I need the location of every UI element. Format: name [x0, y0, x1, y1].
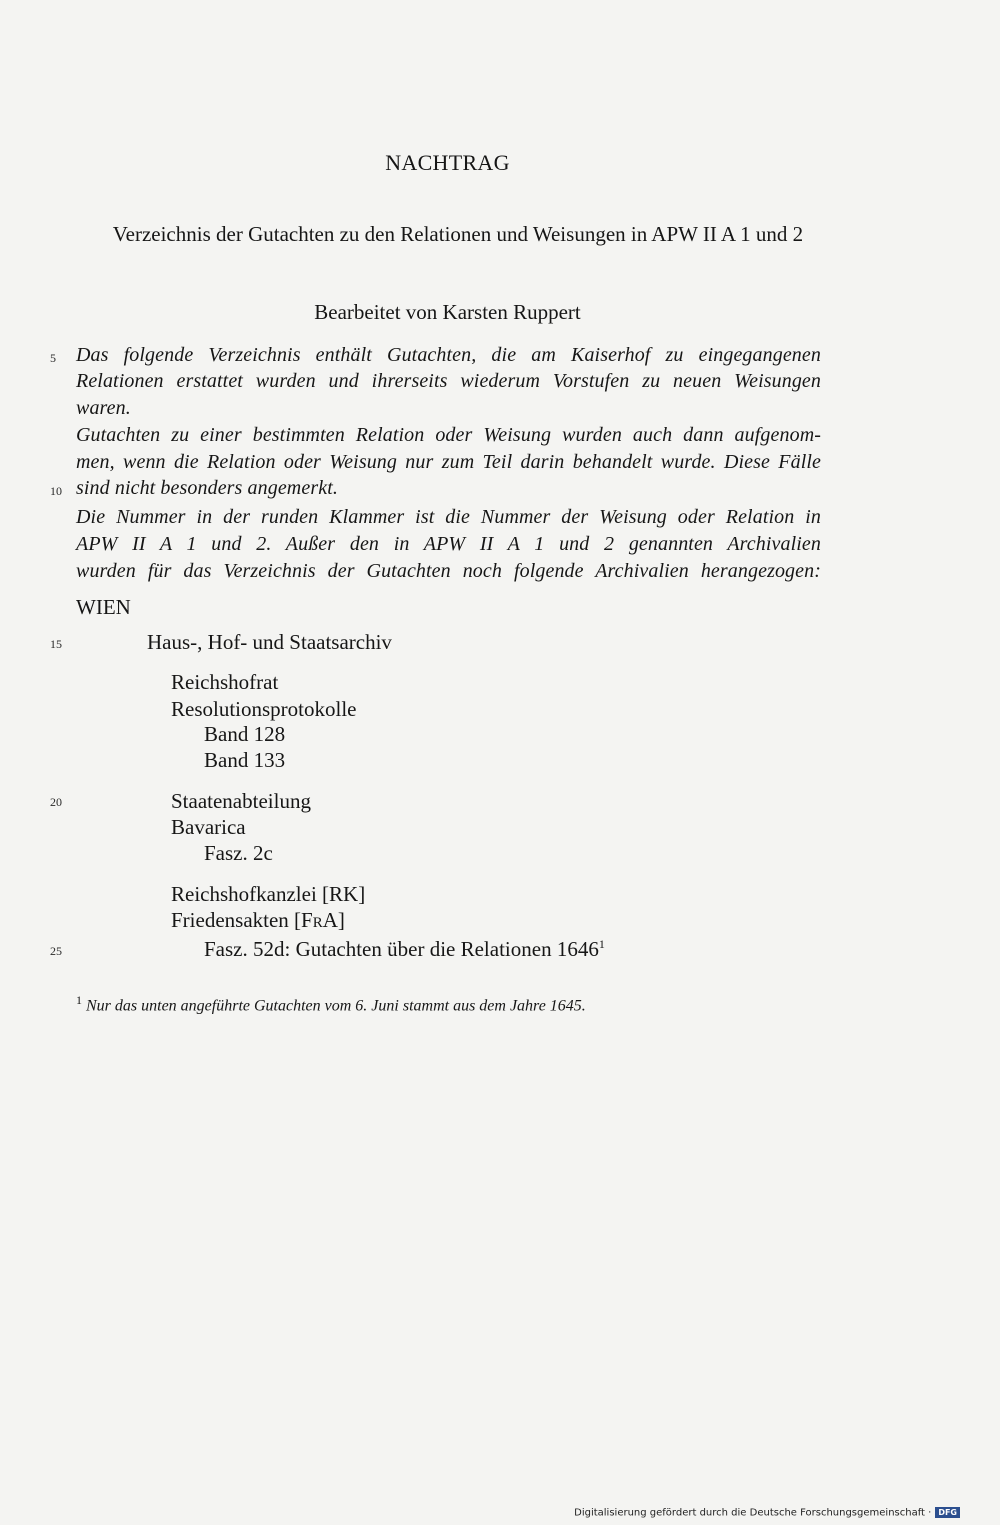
line-number-20: 20	[50, 795, 62, 809]
intro-line: waren.	[76, 397, 131, 419]
archive-item: Band 128	[204, 722, 286, 746]
line-number-15: 15	[50, 637, 62, 651]
archive-group-sub: Resolutionsprotokolle	[171, 697, 357, 721]
page-title: NACHTRAG	[385, 150, 510, 175]
footnote-mark: 1	[76, 993, 82, 1007]
intro-line: Gutachten zu einer bestimmten Relation oder Weisung wurden auch dann aufgenom-	[76, 424, 821, 446]
footnote-reference[interactable]: 1	[598, 937, 605, 951]
intro-line: Die Nummer in der runden Klammer ist die Nummer der Weisung oder Relation in	[76, 506, 821, 528]
footnote: $^1$ Nur das unten angeführte Gutachten vom 6. Juni stammt aus dem Jahre 1645.	[76, 993, 586, 1015]
intro-line: wurden für das Verzeichnis der Gutachten noch folgende Archivalien herangezogen:	[76, 560, 821, 582]
intro-line: men, wenn die Relation oder Weisung nur zum Teil darin behandelt wurde. Diese Fälle	[76, 451, 821, 473]
line-number-5: 5	[50, 351, 56, 365]
archive-city: WIEN	[76, 595, 131, 619]
intro-line: sind nicht besonders angemerkt.	[76, 477, 338, 499]
intro-line: Relationen erstattet wurden und ihrerseits wiederum Vorstufen zu neuen Weisungen	[76, 370, 821, 392]
intro-line: APW II A 1 und 2. Außer den in APW II A 1 und 2 genannten Archivalien	[76, 533, 821, 555]
dfg-logo: DFG	[935, 1507, 960, 1518]
archive-group-sub: Bavarica	[171, 815, 246, 839]
line-number-10: 10	[50, 484, 62, 498]
archive-group-name: Reichshofkanzlei [RK]	[171, 882, 366, 906]
intro-line: Das folgende Verzeichnis enthält Gutachten, die am Kaiserhof zu eingegangenen	[76, 344, 821, 366]
digitization-credit: Digitalisierung gefördert durch die Deutsche Forschungsgemeinschaft · DFG	[574, 1507, 960, 1519]
archive-item: Band 133	[204, 748, 286, 772]
page-subtitle: Verzeichnis der Gutachten zu den Relationen und Weisungen in APW II A 1 und 2	[112, 222, 804, 246]
archive-item: Fasz. 2c	[204, 841, 273, 865]
archive-item: Fasz. 52d: Gutachten über die Relationen 1646$^1$	[204, 937, 605, 961]
archive-group-sub: Friedensakten [FrA]	[171, 908, 345, 932]
archive-group-name: Staatenabteilung	[171, 789, 311, 813]
archive-institution: Haus-, Hof- und Staatsarchiv	[147, 630, 392, 654]
editor-line: Bearbeitet von Karsten Ruppert	[314, 300, 581, 324]
archive-group-name: Reichshofrat	[171, 670, 279, 694]
line-number-25: 25	[50, 944, 62, 958]
